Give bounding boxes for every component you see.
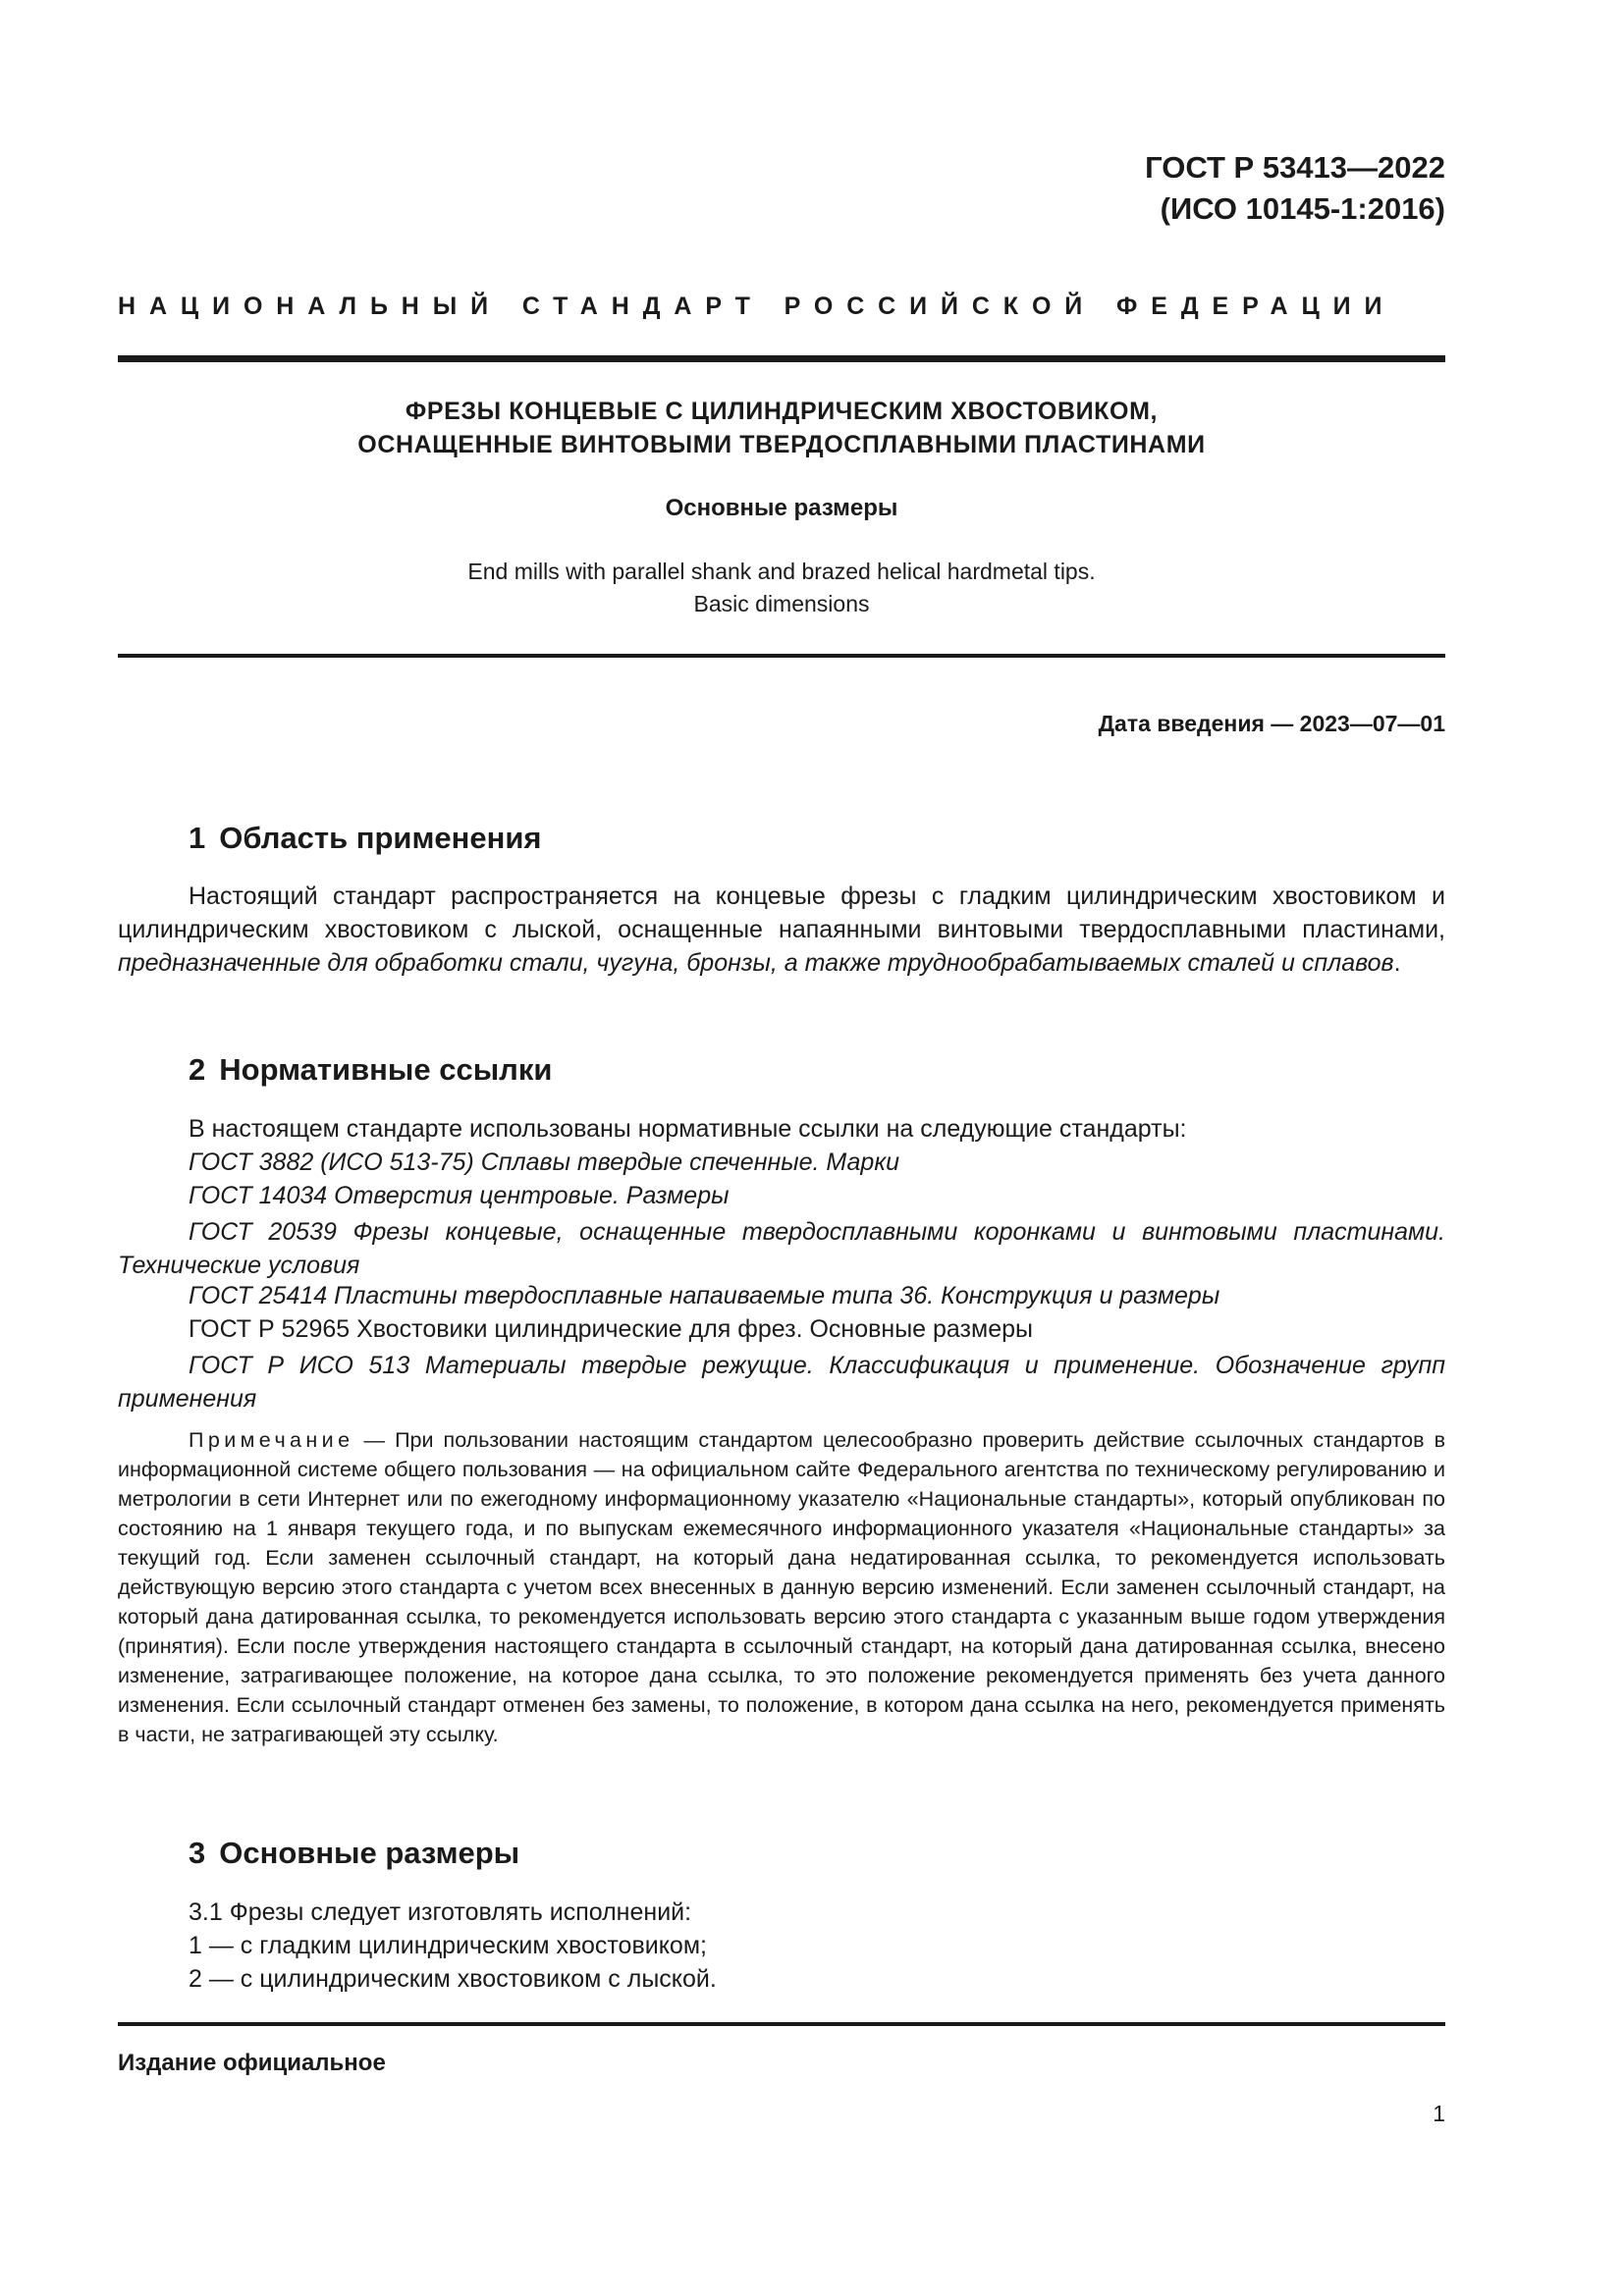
english-title-line-2: Basic dimensions [693, 591, 870, 616]
section-2-title: Нормативные ссылки [219, 1052, 553, 1087]
list-item: 3.1 Фрезы следует изготовлять исполнений: [189, 1898, 692, 1926]
document-subtitle: Основные размеры [665, 495, 898, 521]
introduction-date: Дата введения — 2023—07—01 [1098, 711, 1445, 736]
footer-divider [118, 2022, 1445, 2026]
reference-item: ГОСТ 3882 (ИСО 513-75) Сплавы твердые спеченные. Марки [189, 1148, 900, 1176]
reference-item: ГОСТ Р 52965 Хвостовики цилиндрические для фрез. Основные размеры [189, 1315, 1033, 1343]
title-divider [118, 654, 1445, 658]
top-divider [118, 355, 1445, 362]
document-title-line-2: ОСНАЩЕННЫЕ ВИНТОВЫМИ ТВЕРДОСПЛАВНЫМИ ПЛАСТИНАМИ [357, 431, 1206, 458]
iso-code: (ИСО 10145-1:2016) [1160, 191, 1445, 226]
references-intro: В настоящем стандарте использованы нормативные ссылки на следующие стандарты: [189, 1115, 1187, 1143]
reference-item [118, 1349, 1445, 1415]
official-edition-label: Издание официальное [118, 2050, 386, 2076]
note-label: Примечание [189, 1428, 354, 1452]
document-page [118, 0, 1445, 2296]
section-1-heading [189, 821, 542, 856]
scope-text: Настоящий стандарт распространяется на концевые фрезы с гладким цилиндрическим хвостовиком и цилиндрическим хвостовиком с лыской, оснащенные напаянными винтовыми твердосплавными пластинами, [118, 882, 1445, 943]
reference-item: ГОСТ 25414 Пластины твердосплавные напаиваемые типа 36. Конструкция и размеры [189, 1282, 1220, 1309]
section-3-heading [189, 1836, 519, 1871]
references-note [118, 1425, 1445, 1749]
document-title-line-1: ФРЕЗЫ КОНЦЕВЫЕ С ЦИЛИНДРИЧЕСКИМ ХВОСТОВИКОМ, [405, 398, 1159, 425]
section-3-number: 3 [189, 1836, 206, 1870]
section-3-title: Основные размеры [219, 1836, 520, 1870]
scope-text-italic: предназначенные для обработки стали, чугуна, бронзы, а также труднообрабатываемых сталей и сплавов [118, 949, 1394, 977]
reference-item-text: ГОСТ Р ИСО 513 Материалы твердые режущие. Классификация и применение. Обозначение групп применения [118, 1352, 1445, 1413]
section-1-title: Область применения [219, 821, 542, 855]
scope-text-end: . [1393, 949, 1401, 977]
section-1-text [118, 880, 1445, 980]
section-2-number: 2 [189, 1052, 206, 1087]
section-1-number: 1 [189, 821, 206, 855]
english-title-line-1: End mills with parallel shank and brazed helical hardmetal tips. [467, 559, 1096, 584]
standard-code: ГОСТ Р 53413—2022 [1145, 150, 1445, 185]
reference-item-text: ГОСТ 20539 Фрезы концевые, оснащенные твердосплавными коронками и винтовыми пластинами. Технические условия [118, 1218, 1445, 1279]
list-item: 1 — с гладким цилиндрическим хвостовиком; [189, 1932, 707, 1959]
national-standard-heading: НАЦИОНАЛЬНЫЙ СТАНДАРТ РОССИЙСКОЙ ФЕДЕРАЦИИ [118, 293, 1396, 320]
reference-item [118, 1215, 1445, 1282]
note-text: — При пользовании настоящим стандартом целесообразно проверить действие ссылочных стандартов в информационной системе общего пользования — на официальном сайте Федерального агентства по техническому регулированию и метрологии в сети Интернет или по ежегодному информационному указателю «Национальные стандарты», который опубликован по состоянию на 1 января текущего года, и по выпускам ежемесячного информационного указателя «Национальные стандарты» за текущий год. Если заменен ссылочный стандарт, на который дана недатированная ссылка, то рекомендуется использовать действующую версию этого стандарта с учетом всех внесенных в данную версию изменений. Если заменен ссылочный стандарт, на который дана датированная ссылка, то рекомендуется использовать версию этого стандарта с указанным выше годом утверждения (принятия). Если после утверждения настоящего стандарта в ссылочный стандарт, на который дана датированная ссылка, внесено изменение, затрагивающее положение, на которое дана ссылка, то это положение рекомендуется применять без учета данного изменения. Если ссылочный стандарт отменен без замены, то положение, в котором дана ссылка на него, рекомендуется применять в части, не затрагивающей эту ссылку. [118, 1428, 1445, 1746]
section-2-heading [189, 1052, 552, 1088]
reference-item: ГОСТ 14034 Отверстия центровые. Размеры [189, 1182, 730, 1209]
document-title [118, 395, 1445, 461]
list-item: 2 — с цилиндрическим хвостовиком с лыской. [189, 1965, 717, 1993]
english-title [118, 556, 1445, 620]
page-number: 1 [1433, 2101, 1445, 2126]
standard-code-block [1145, 147, 1445, 230]
